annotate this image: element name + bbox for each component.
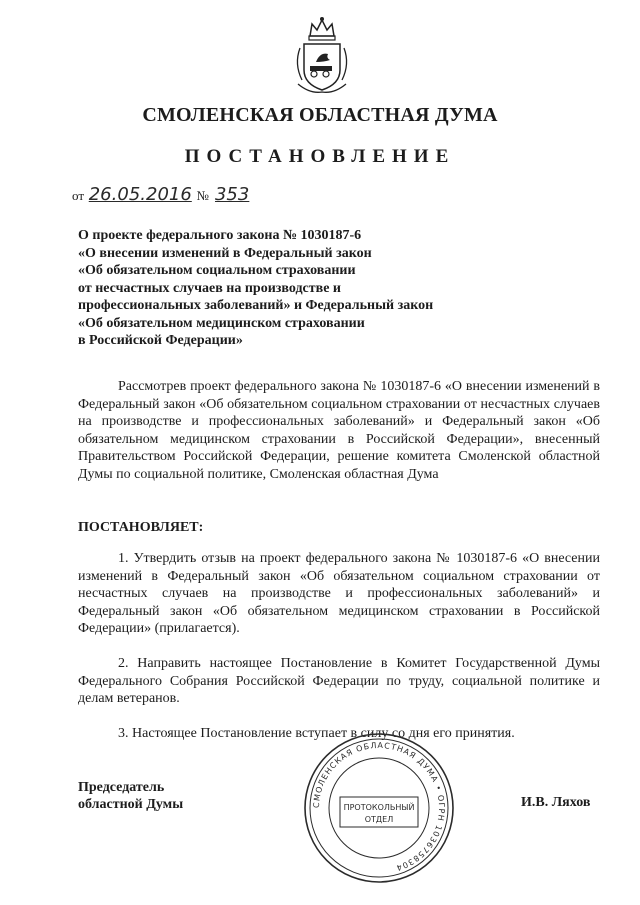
heading-line: «Об обязательном медицинском страховании bbox=[78, 315, 365, 331]
signatory-name: И.В. Ляхов bbox=[521, 795, 591, 810]
stamp-center-line: ПРОТОКОЛЬНЫЙ bbox=[343, 803, 415, 812]
signatory-position bbox=[78, 779, 183, 813]
preamble-text: Рассмотрев проект федерального закона № 1030187-6 «О внесении изменений в Федеральный закон «Об обязательном социальном страховании от несчастных случаев на производстве и профессиональных заболеваний» и Федеральный закон «Об обязательном медицинском страховании в Российской Федерации», внесенный Правительством Российской Федерации, решение комитета Смоленской областной Думы по социальной политике, Смоленская областная Дума bbox=[78, 379, 600, 482]
date-prefix: от bbox=[72, 188, 85, 203]
coat-of-arms-emblem bbox=[290, 14, 354, 96]
item-3-text: 3. Настоящее Постановление вступает в силу со дня его принятия. bbox=[118, 726, 515, 741]
decree-heading bbox=[78, 227, 498, 350]
resolves-heading: ПОСТАНОВЛЯЕТ: bbox=[78, 520, 204, 535]
number-prefix: № bbox=[196, 188, 209, 203]
organization-title: СМОЛЕНСКАЯ ОБЛАСТНАЯ ДУМА bbox=[142, 104, 498, 126]
preamble-paragraph bbox=[78, 378, 600, 483]
heading-line: «О внесении изменений в Федеральный закон bbox=[78, 245, 372, 261]
position-line: областной Думы bbox=[78, 797, 184, 812]
item-1-paragraph bbox=[78, 550, 600, 638]
stamp-center-line: ОТДЕЛ bbox=[364, 815, 394, 824]
decree-date-line bbox=[72, 184, 252, 205]
position-line: Председатель bbox=[78, 780, 165, 795]
stamp-ring-text: СМОЛЕНСКАЯ ОБЛАСТНАЯ ДУМА • ОГРН 1036758304 bbox=[311, 740, 447, 873]
round-seal-stamp bbox=[300, 727, 458, 889]
heading-line: О проекте федерального закона № 1030187-6 bbox=[78, 228, 362, 243]
heading-line: «Об обязательном социальном страховании bbox=[78, 263, 356, 278]
decree-date: 26.05.2016 bbox=[88, 184, 192, 205]
item-2-paragraph bbox=[78, 655, 600, 708]
item-1-text: 1. Утвердить отзыв на проект федерального закона № 1030187-6 «О внесении изменений в Федеральный закон «Об обязательном социальном страховании от несчастных случаев на производстве и профессиональных заболеваний» и Федеральный закон «Об обязательном медицинском страховании в Российской Федерации» (прилагается). bbox=[78, 551, 600, 636]
document-type-title: ПОСТАНОВЛЕНИЕ bbox=[184, 146, 456, 167]
heading-line: в Российской Федерации» bbox=[78, 333, 243, 348]
heading-line: профессиональных заболеваний» и Федеральный закон bbox=[78, 298, 434, 313]
heading-line: от несчастных случаев на производстве и bbox=[78, 280, 341, 296]
decree-number: 353 bbox=[214, 184, 250, 205]
item-2-text: 2. Направить настоящее Постановление в Комитет Государственной Думы Федерального Собрания Российской Федерации по труду, социальной политике и делам ветеранов. bbox=[78, 656, 600, 706]
